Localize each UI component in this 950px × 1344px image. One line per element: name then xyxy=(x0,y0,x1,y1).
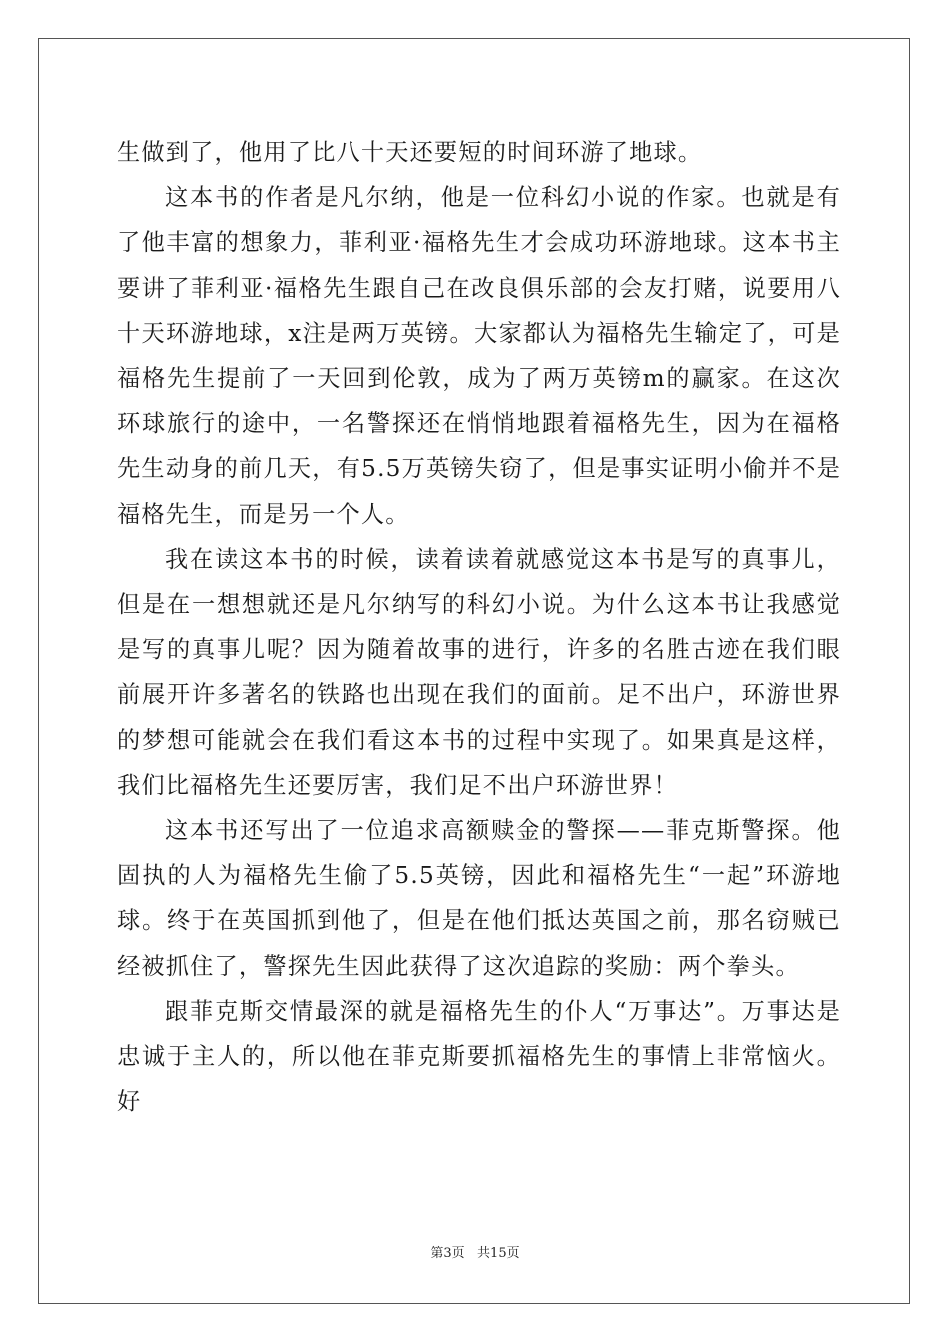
page-footer xyxy=(0,1246,950,1262)
paragraph-reading: 我在读这本书的时候，读着读着就感觉这本书是写的真事儿，但是在一想想就还是凡尔纳写的科幻小说。为什么这本书让我感觉是写的真事儿呢？因为随着故事的进行，许多的名胜古迹在我们眼前展开许多著名的铁路也出现在我们的面前。足不出户，环游世界的梦想可能就会在我们看这本书的过程中实现了。如果真是这样，我们比福格先生还要厉害，我们足不出户环游世界！ xyxy=(117,545,841,799)
document-body xyxy=(117,130,841,1124)
paragraph-author: 这本书的作者是凡尔纳，他是一位科幻小说的作家。也就是有了他丰富的想象力，菲利亚·福格先生才会成功环游地球。这本书主要讲了菲利亚·福格先生跟自己在改良俱乐部的会友打赌，说要用八十天环游地球，x注是两万英镑。大家都认为福格先生输定了，可是福格先生提前了一天回到伦敦，成为了两万英镑m的赢家。在这次环球旅行的途中，一名警探还在悄悄地跟着福格先生，因为在福格先生动身的前几天，有5.5万英镑失窃了，但是事实证明小偷并不是福格先生，而是另一个人。 xyxy=(117,184,841,528)
paragraph-detective: 这本书还写出了一位追求高额赎金的警探——菲克斯警探。他固执的人为福格先生偷了5.5英镑，因此和福格先生“一起”环游地球。终于在英国抓到他了，但是在他们抵达英国之前，那名窃贼已经被抓住了，警探先生因此获得了这次追踪的奖励：两个拳头。 xyxy=(117,817,842,980)
paragraph-continuation: 生做到了，他用了比八十天还要短的时间环游了地球。 xyxy=(117,139,703,166)
paragraph-servant: 跟菲克斯交情最深的就是福格先生的仆人“万事达”。万事达是忠诚于主人的，所以他在菲克斯要抓福格先生的事情上非常恼火。好 xyxy=(117,997,841,1116)
page-number: 第3页 共15页 xyxy=(430,1246,520,1261)
